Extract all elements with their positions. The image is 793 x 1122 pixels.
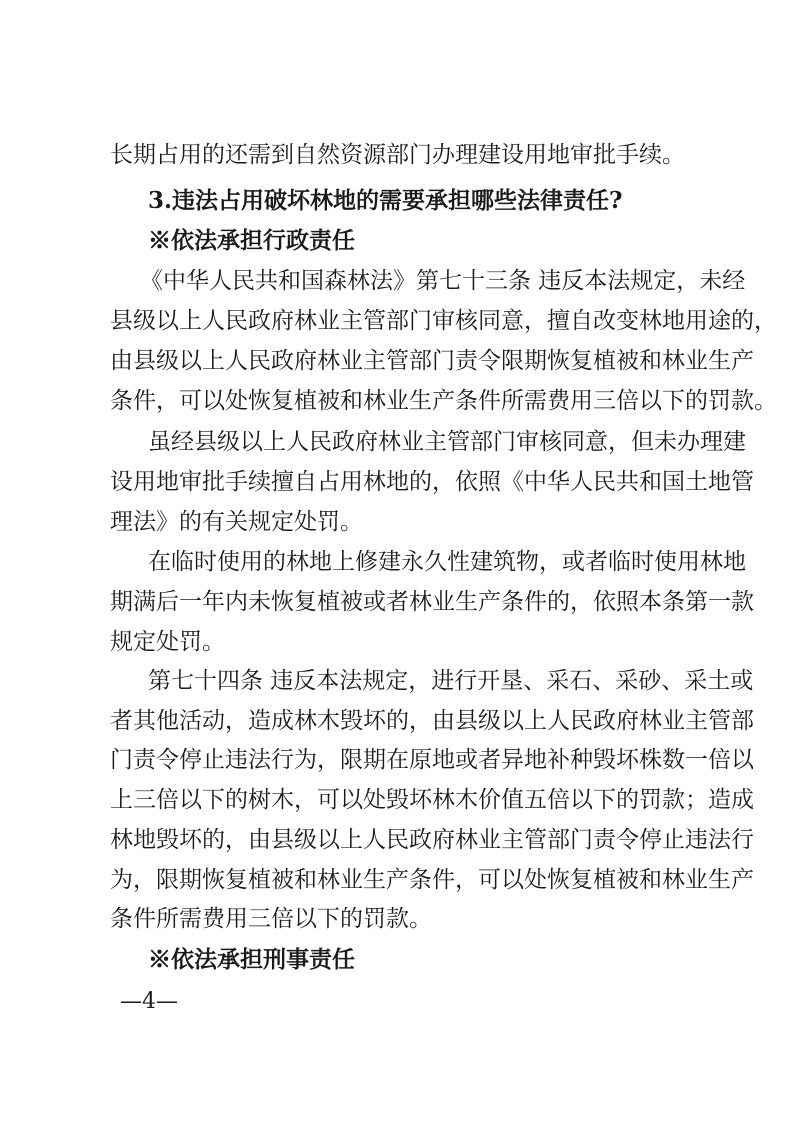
paragraph-line: 林地毁坏的，由县级以上人民政府林业主管部门责令停止违法行: [110, 827, 754, 853]
paragraph-line: 期满后一年内未恢复植被或者林业生产条件的，依照本条第一款: [110, 589, 754, 615]
paragraph-line: 虽经县级以上人民政府林业主管部门审核同意，但未办理建: [148, 429, 746, 455]
section-heading: 3.违法占用破坏林地的需要承担哪些法律责任?: [148, 187, 623, 214]
paragraph-line: 者其他活动，造成林木毁坏的，由县级以上人民政府林业主管部: [110, 708, 754, 734]
paragraph-line: 县级以上人民政府林业主管部门审核同意，擅自改变林地用途的，: [110, 308, 777, 334]
paragraph-line: 条件，可以处恢复植被和林业生产条件所需费用三倍以下的罚款。: [110, 388, 777, 414]
paragraph-line: 设用地审批手续擅自占用林地的，依照《中华人民共和国土地管: [110, 469, 754, 495]
paragraph-line: 规定处罚。: [110, 629, 225, 655]
paragraph-line: 《中华人民共和国森林法》第七十三条 违反本法规定，未经: [140, 268, 746, 294]
paragraph-line: 上三倍以下的树木，可以处毁坏林木价值五倍以下的罚款；造成: [110, 787, 754, 813]
paragraph-line: 长期占用的还需到自然资源部门办理建设用地审批手续。: [110, 142, 685, 168]
paragraph-line: 第七十四条 违反本法规定，进行开垦、采石、采砂、采土或: [148, 668, 754, 694]
paragraph-line: 门责令停止违法行为，限期在原地或者异地补种毁坏株数一倍以: [110, 747, 754, 773]
paragraph-line: 理法》的有关规定处罚。: [110, 509, 363, 535]
paragraph-line: 条件所需费用三倍以下的罚款。: [110, 906, 432, 932]
paragraph-line: 为，限期恢复植被和林业生产条件，可以处恢复植被和林业生产: [110, 867, 754, 893]
page-number: —4—: [120, 989, 178, 1014]
paragraph-line: 由县级以上人民政府林业主管部门责令限期恢复植被和林业生产: [110, 348, 754, 374]
subsection-heading: ※依法承担行政责任: [148, 227, 355, 254]
paragraph-line: 在临时使用的林地上修建永久性建筑物，或者临时使用林地: [148, 549, 746, 575]
subsection-heading: ※依法承担刑事责任: [148, 946, 355, 973]
